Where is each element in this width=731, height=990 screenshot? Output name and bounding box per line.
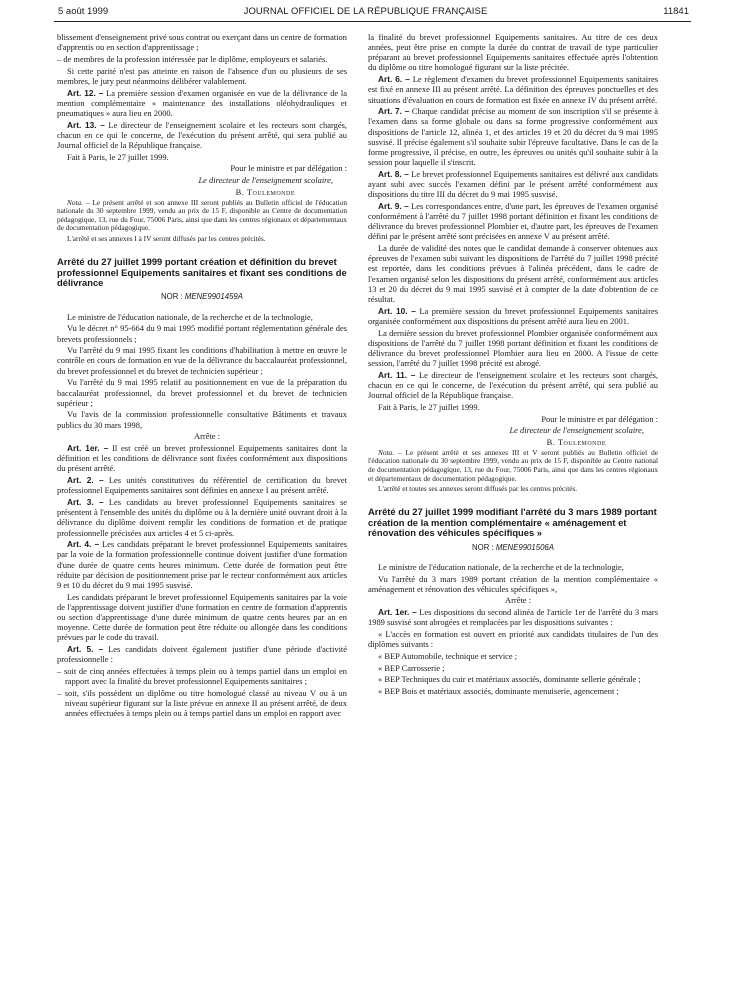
nor-label: NOR : [472, 542, 496, 552]
header-rule [54, 21, 691, 22]
article-label: Art. 11. – [378, 369, 416, 380]
article-6 [368, 74, 658, 104]
article-label: Art. 7. – [378, 106, 410, 117]
article-text: Les candidats au brevet professionnel Equipements sanitaires se présentent à l'ensemble des unités du diplôme ou à la dernière unité ouvrant droit à la délivrance du diplôme doivent remplir les conditions de formation et de pratique professionnelle précisées aux articles 4 et 5 ci-après. [57, 497, 347, 538]
note-text: – Le présent arrêté et son annexe III seront publiés au Bulletin officiel de l'éducation nationale du 30 septembre 1999, vendu au prix de 15 F, disponible au Centre de documentation pédagogique, 13, rue du Four, 75006 Paris, ainsi que dans les centres régionaux et départementaux de documentation pédagogique. [57, 197, 347, 233]
quoted-paragraph: « BEP Automobile, technique et service ; [378, 650, 518, 661]
article-text: Le directeur de l'enseignement scolaire et les recteurs sont chargés, chacun en ce qui le concerne, de l'exécution du présent arrêté, qui sera publié au Journal officiel de la République française. [57, 119, 347, 150]
article-text: Le brevet professionnel Equipements sanitaires est délivré aux candidats ayant subi avec succès l'examen défini par le présent arrêté conformément aux dispositions du titre III du décret du 9 mai 1995 susvisé. [368, 168, 659, 200]
article-5 [57, 644, 347, 664]
list-item: – soit, s'ils possèdent un diplôme ou titre homologué classé au niveau V ou à un niveau supérieur figurant sur la liste prévue en annexe II au présent arrêté, de deux années effectuées à temps plein ou à temps partiel dans un emploi en rapport avec [57, 687, 347, 719]
article-label: Art. 3. – [67, 497, 104, 508]
nor-reference [57, 292, 347, 302]
article-text: Les correspondances entre, d'une part, les épreuves de l'examen organisé conformément à l'arrêté du 7 juillet 1998 portant définition et fixant les conditions de délivrance du brevet professionnel Plombier et, d'autre part, les épreuves de l'examen défini par le présent arrêté sont précisées en annexe V au présent arrêté. [368, 200, 658, 242]
article-text: La première session d'examen organisée en vue de la délivrance de la mention complémentaire « maintenance des installations oléohydrauliques et pneumatiques » aura lieu en 2000. [57, 87, 347, 118]
article-text: Chaque candidat précise au moment de son inscription s'il se présente à l'examen dans sa forme globale ou dans sa forme progressive conformément aux dispositions de l'article 12, alinéa 1, et des articles 19 et 20 du décret du 9 mai 1995 susvisé. Il précise également s'il souhaite subir l'épreuve facultative. Dans le cas de la forme progressive, il précise, en outre, les épreuves ou unités qu'il souhaite subir à la session pour laquelle il s'inscrit. [368, 106, 659, 168]
page-header [0, 6, 731, 28]
article-text: Les unités constitutives du référentiel de certification du brevet professionnel Equipements sanitaires sont définies en annexe I au présent arrêté. [57, 475, 348, 496]
nor-label: NOR : [161, 292, 185, 302]
paragraph: Vu l'avis de la commission professionnelle consultative Bâtiments et travaux publics du 30 mars 1998, [57, 409, 347, 430]
paragraph: La durée de validité des notes que le candidat demande à conserver obtenues aux épreuves de l'examen subi suivant les dispositions de l'arrêté du 7 juillet 1998 précité est reportée, dans les conditions prévues à l'alinéa précédent, dans le cadre de l'examen organisé selon les dispositions du présent arrêté, conformément aux articles 13 et 20 du décret du 9 mai 1995 susvisé et à compter de la date d'obtention de ce résultat. [368, 243, 658, 304]
signature-date: Fait à Paris, le 27 juillet 1999. [378, 401, 480, 412]
article-text: Les candidats préparant le brevet professionnel Equipements sanitaires par la voie de la formation professionnelle continue doivent justifier d'une formation d'une durée de quatre cents heures minimum. Cette durée de formation peut être réduite par décision de positionnement prise par le recteur conformément aux articles 9 et 10 du décret du 9 mai 1995 susvisé. [57, 539, 348, 590]
paragraph: Le ministre de l'éducation nationale, de la recherche et de la technologie, [67, 311, 313, 322]
quoted-paragraph: « BEP Bois et matériaux associés, dominante menuiserie, agencement ; [378, 686, 619, 697]
decree-title: Arrêté du 27 juillet 1999 modifiant l'arrêté du 3 mars 1989 portant création de la mention complémentaire « aménagement et rénovation des véhicules spécifiques » [368, 506, 657, 539]
article-4 [57, 539, 347, 590]
quoted-paragraph: « BEP Techniques du cuir et matériaux associés, dominante sellerie générale ; [378, 674, 641, 685]
signature-title: Le directeur de l'enseignement scolaire, [198, 175, 333, 186]
signature-name: B. Toulemonde [546, 437, 606, 448]
article-label: Art. 1er. – [378, 607, 417, 618]
article-label: Art. 10. – [378, 305, 416, 316]
article-label: Art. 2. – [67, 475, 104, 486]
article-10 [368, 306, 658, 326]
article-12 [57, 88, 347, 118]
note-label: Nota. [67, 197, 84, 207]
article-text: Le directeur de l'enseignement scolaire et les recteurs sont chargés, chacun en ce qui le concerne, de l'exécution du présent arrêté, qui sera publié au Journal officiel de la République française. [368, 369, 658, 401]
article-13 [57, 120, 347, 150]
paragraph: La dernière session du brevet professionnel Plombier organisée conformément aux dispositions de l'arrêté du 7 juillet 1998 portant définition et fixant les conditions de délivrance du brevet professionnel Plombier aura lieu en 2000. A l'issue de cette session, l'arrêté du 7 juillet 1998 précité est abrogé. [368, 327, 658, 368]
paragraph: la finalité du brevet professionnel Equipements sanitaires. Au titre de ces deux années, peut être prise en compte la durée du contrat de travail de type particulier préparant au brevet professionnel Equipements sanitaires effectuée après l'obtention du diplôme ou titre homologué figurant sur la liste précitée. [368, 32, 658, 73]
journal-title: JOURNAL OFFICIEL DE LA RÉPUBLIQUE FRANÇAISE [243, 6, 488, 17]
signature-delegation: Pour le ministre et par délégation : [230, 163, 347, 174]
article-text: Les candidats doivent également justifier d'une période d'activité professionnelle : [57, 644, 348, 665]
article-label: Art. 5. – [67, 644, 104, 654]
diffusion-note: L'arrêté et toutes ses annexes seront diffusés par les centres précités. [378, 483, 578, 493]
article-text: La première session du brevet professionnel Equipements sanitaires organisée conformément aux dispositions du présent arrêté aura lieu en 2001. [368, 305, 658, 326]
paragraph: Vu l'arrêté du 3 mars 1989 portant création de la mention complémentaire « aménagement et rénovation des véhicules spécifiques », [368, 573, 658, 594]
paragraph: Vu l'arrêté du 9 mai 1995 fixant les conditions d'habilitation à mettre en œuvre le contrôle en cours de formation en vue de la délivrance du baccalauréat professionnel, du brevet professionnel et du brevet de technicien supérieur ; [57, 345, 347, 376]
signature-name: B. Toulemonde [235, 186, 295, 197]
list-item: – de membres de la profession intéressée par le diplôme, employeurs et salariés. [57, 53, 328, 64]
article-text: Les dispositions du second alinéa de l'article 1er de l'arrêté du 3 mars 1989 susvisé sont abrogées et remplacées par les dispositions suivantes : [368, 607, 658, 628]
article-1 [368, 607, 658, 627]
decree-title: Arrêté du 27 juillet 1999 portant création et définition du brevet professionnel Equipements sanitaires et fixant ses conditions de délivrance [57, 256, 347, 289]
paragraph: blissement d'enseignement privé sous contrat ou exerçant dans un centre de formation d'apprentis ou en section d'apprentissage ; [57, 32, 347, 53]
article-11 [368, 370, 658, 400]
article-text: Le règlement d'examen du brevet professionnel Equipements sanitaires est fixé en annexe III au présent arrêté. La définition des épreuves ponctuelles et des situations d'évaluation en cours de formation est fixée en annexe IV du présent arrêté. [368, 74, 658, 105]
right-column [368, 32, 658, 698]
article-9 [368, 201, 658, 242]
paragraph: Vu l'arrêté du 9 mai 1995 relatif au positionnement en vue de la préparation du baccalauréat professionnel, du brevet professionnel et du brevet de technicien supérieur ; [57, 377, 347, 408]
page-number: 11841 [663, 6, 689, 17]
arrete-heading: Arrête : [193, 431, 220, 442]
article-label: Art. 1er. – [67, 443, 109, 454]
article-1 [57, 443, 347, 473]
paragraph: Si cette parité n'est pas atteinte en raison de l'absence d'un ou plusieurs de ses membres, le jury peut néanmoins délibérer valablement. [57, 65, 347, 86]
quoted-paragraph: « BEP Carrosserie ; [378, 662, 445, 673]
quoted-paragraph: « L'accès en formation est ouvert en priorité aux candidats titulaires de l'un des diplômes suivants : [368, 629, 658, 650]
article-3 [57, 497, 347, 538]
article-text: Il est créé un brevet professionnel Equipements sanitaires dont la définition et les conditions de délivrance sont fixées conformément aux dispositions du présent arrêté. [57, 443, 348, 474]
signature-title: Le directeur de l'enseignement scolaire, [509, 425, 644, 436]
article-label: Art. 6. – [378, 74, 410, 85]
left-column [57, 32, 347, 720]
note-label: Nota. [378, 447, 395, 457]
list-item: – soit de cinq années effectuées à temps plein ou à temps partiel dans un emploi en rapport avec la finalité du brevet professionnel Equipements sanitaires ; [57, 665, 347, 687]
publication-note [57, 199, 347, 233]
article-label: Art. 9. – [378, 200, 409, 211]
article-2 [57, 475, 347, 495]
article-7 [368, 106, 658, 167]
nor-code: MENE9901506A [495, 542, 554, 552]
paragraph: Vu le décret n° 95-664 du 9 mai 1995 modifié portant réglementation générale des brevets professionnels ; [57, 323, 347, 344]
header-date: 5 août 1999 [58, 6, 109, 17]
article-label: Art. 13. – [67, 119, 105, 130]
article-8 [368, 169, 658, 199]
nor-code: MENE9901459A [184, 292, 243, 302]
arrete-heading: Arrête : [504, 595, 531, 606]
signature-delegation: Pour le ministre et par délégation : [541, 413, 658, 424]
paragraph: Le ministre de l'éducation nationale, de la recherche et de la technologie, [378, 561, 624, 572]
article-label: Art. 4. – [67, 539, 100, 550]
signature-date: Fait à Paris, le 27 juillet 1999. [67, 151, 169, 162]
paragraph: Les candidats préparant le brevet professionnel Equipements sanitaires par la voie de l'apprentissage doivent justifier d'une formation en centre de formation d'apprentis ou section d'apprentissage d'une durée minimum de quatre cents heures par an en moyenne. Cette durée de formation peut être réduite ou allongée dans les conditions prévues par le code du travail. [57, 591, 347, 643]
nor-reference [368, 543, 658, 553]
diffusion-note: L'arrêté et ses annexes I à IV seront diffusés par les centres précités. [67, 233, 266, 243]
note-text: – Le présent arrêté et ses annexes III et V seront publiés au Bulletin officiel de l'éducation nationale du 30 septembre 1999, vendu au prix de 15 F, disponible au Centre national de documentation pédagogique, 13, rue du Four, 75006 Paris, ainsi que dans les centres régionaux et départementaux de documentation pédagogique. [368, 447, 658, 483]
publication-note [368, 449, 658, 483]
article-label: Art. 8. – [378, 168, 409, 179]
article-label: Art. 12. – [67, 87, 104, 98]
